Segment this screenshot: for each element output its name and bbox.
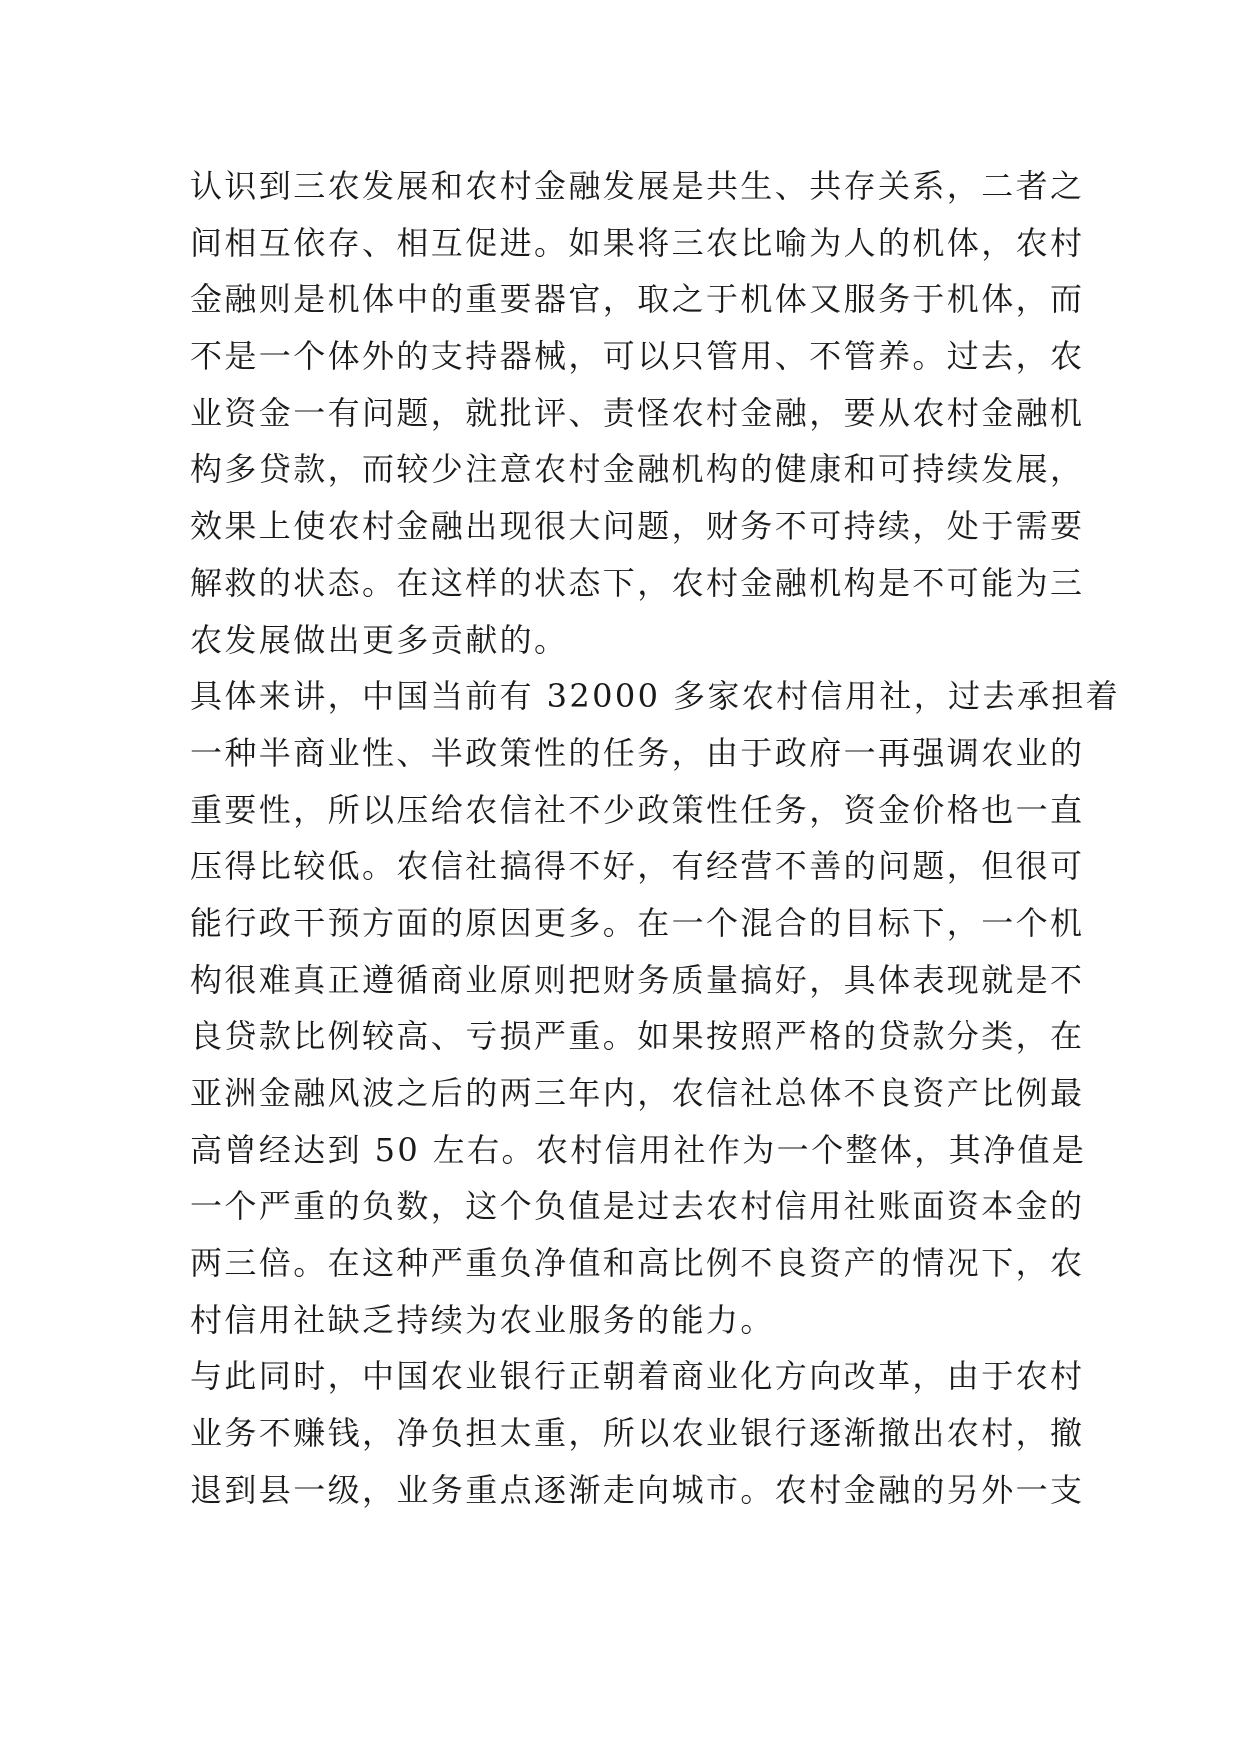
text-line: 村信用社缺乏持续为农业服务的能力。 <box>190 1300 775 1339</box>
text-line: 良贷款比例较高、亏损严重。如果按照严格的贷款分类，在 <box>190 1017 1085 1056</box>
text-line: 高曾经达到 50 左右。农村信用社作为一个整体，其净值是 <box>190 1130 1087 1169</box>
text-line: 不是一个体外的支持器械，可以只管用、不管养。过去，农 <box>190 337 1085 376</box>
text-line: 业资金一有问题，就批评、责怪农村金融，要从农村金融机 <box>190 393 1085 432</box>
text-line: 金融则是机体中的重要器官，取之于机体又服务于机体，而 <box>190 280 1085 319</box>
body-text <box>190 158 1121 1519</box>
text-line: 解救的状态。在这样的状态下，农村金融机构是不可能为三 <box>190 563 1085 602</box>
text-line: 重要性，所以压给农信社不少政策性任务，资金价格也一直 <box>190 790 1085 829</box>
text-line: 具体来讲，中国当前有 32000 多家农村信用社，过去承担着 <box>190 677 1121 716</box>
text-line: 间相互依存、相互促进。如果将三农比喻为人的机体，农村 <box>190 223 1085 262</box>
text-line: 两三倍。在这种严重负净值和高比例不良资产的情况下，农 <box>190 1244 1085 1283</box>
text-line: 能行政干预方面的原因更多。在一个混合的目标下，一个机 <box>190 903 1085 942</box>
text-line: 认识到三农发展和农村金融发展是共生、共存关系，二者之 <box>190 167 1085 205</box>
text-line: 亚洲金融风波之后的两三年内，农信社总体不良资产比例最 <box>190 1074 1085 1112</box>
text-line: 一个严重的负数，这个负值是过去农村信用社账面资本金的 <box>190 1187 1085 1226</box>
text-line: 效果上使农村金融出现很大问题，财务不可持续，处于需要 <box>190 507 1085 546</box>
text-line: 构多贷款，而较少注意农村金融机构的健康和可持续发展， <box>190 450 1085 489</box>
text-line: 业务不赚钱，净负担太重，所以农业银行逐渐撤出农村，撤 <box>190 1414 1085 1453</box>
text-line: 退到县一级，业务重点逐渐走向城市。农村金融的另外一支 <box>190 1470 1085 1509</box>
text-line: 一种半商业性、半政策性的任务，由于政府一再强调农业的 <box>190 733 1085 772</box>
text-line: 农发展做出更多贡献的。 <box>190 620 569 659</box>
text-line: 与此同时，中国农业银行正朝着商业化方向改革，由于农村 <box>190 1357 1085 1396</box>
text-line: 压得比较低。农信社搞得不好，有经营不善的问题，但很可 <box>190 847 1085 886</box>
text-line: 构很难真正遵循商业原则把财务质量搞好，具体表现就是不 <box>190 960 1085 999</box>
